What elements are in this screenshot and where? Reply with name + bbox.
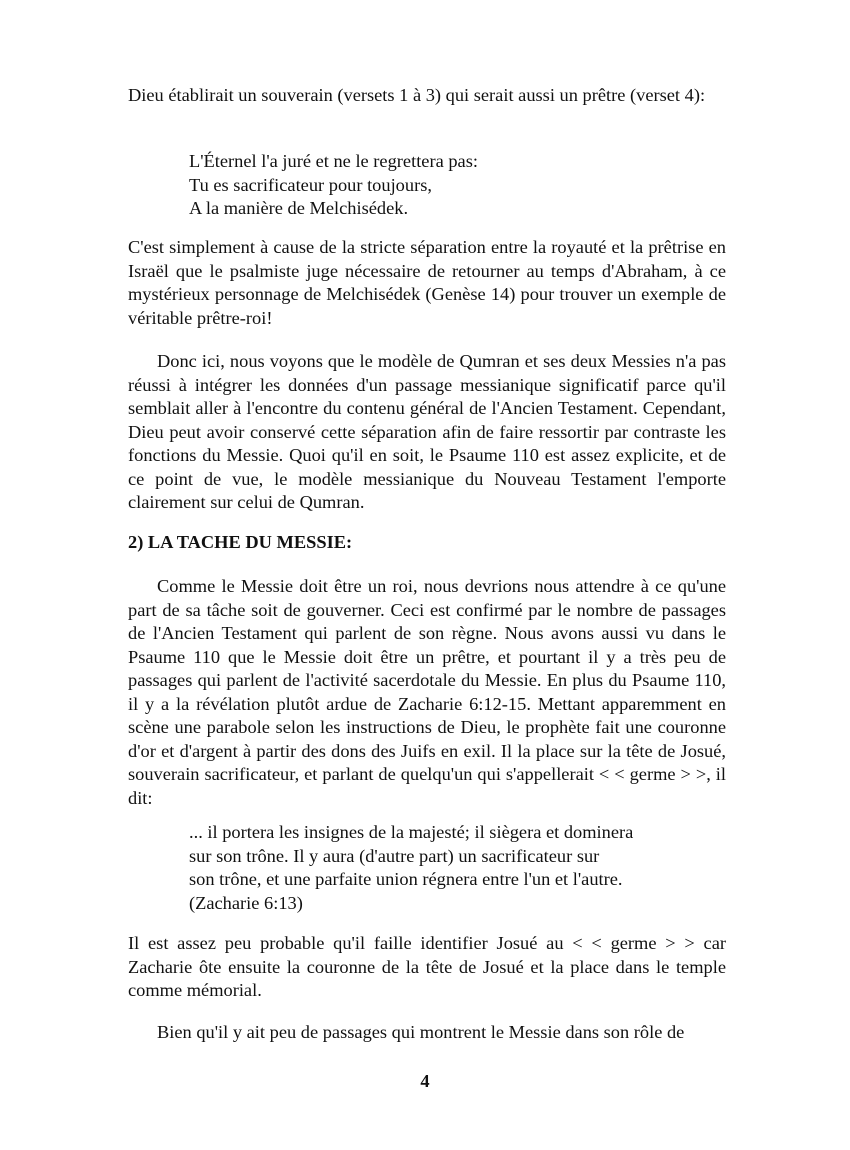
zacharie-quote bbox=[189, 821, 689, 915]
zacharie-quote-line: (Zacharie 6:13) bbox=[189, 892, 303, 913]
section-heading: 2) LA TACHE DU MESSIE: bbox=[128, 532, 353, 552]
paragraph-continuation: Bien qu'il y ait peu de passages qui montrent le Messie dans son rôle de bbox=[157, 1022, 685, 1042]
paragraph-melchisedek: C'est simplement à cause de la stricte séparation entre la royauté et la prêtrise en Israël que le psalmiste juge nécessaire de retourner au temps d'Abraham, à ce mystérieux personnage de Melchisédek (Genèse 14) pour trouver un exemple de véritable prêtre-roi! bbox=[128, 237, 726, 328]
zacharie-quote-line: ... il portera les insignes de la majesté; il siègera et dominera bbox=[189, 822, 634, 842]
paragraph-tache: Comme le Messie doit être un roi, nous devrions nous attendre à ce qu'une part de sa tâche soit de gouverner. Ceci est confirmé par le nombre de passages de l'Ancien Testament qui parlent de son règne. Nous avons aussi vu dans le Psaume 110 que le Messie doit être un prêtre, et pourtant il y a très peu de passages qui parlent de l'activité sacerdotale du Messie. En plus du Psaume 110, il y a la révélation plutôt ardue de Zacharie 6:12-15. Mettant apparemment en scène une parabole selon les instructions de Dieu, le prophète fait une couronne d'or et d'argent à partir des dons des Juifs en exil. Il la place sur la tête de Josué, souverain sacrificateur, et parlant de quelqu'un qui s'appellerait < < germe > >, il dit: bbox=[128, 576, 726, 808]
psalm-quote-line: L'Éternel l'a juré et ne le regrettera pas: bbox=[189, 151, 478, 171]
zacharie-quote-line: sur son trône. Il y aura (d'autre part) un sacrificateur sur bbox=[189, 845, 600, 866]
psalm-quote-line: Tu es sacrificateur pour toujours, bbox=[189, 174, 432, 195]
psalm-quote-line: A la manière de Melchisédek. bbox=[189, 198, 409, 218]
paragraph-intro: Dieu établirait un souverain (versets 1 à 3) qui serait aussi un prêtre (verset 4): bbox=[128, 85, 706, 105]
paragraph-josue: Il est assez peu probable qu'il faille identifier Josué au < < germe > > car Zacharie ôte ensuite la couronne de la tête de Josué et la place dans le temple comme mémorial. bbox=[128, 933, 726, 1000]
paragraph-qumran: Donc ici, nous voyons que le modèle de Qumran et ses deux Messies n'a pas réussi à intégrer les données d'un passage messianique significatif parce qu'il semblait aller à l'encontre du contenu général de l'Ancien Testament. Cependant, Dieu peut avoir conservé cette séparation afin de faire ressortir par contraste les fonctions du Messie. Quoi qu'il en soit, le Psaume 110 est assez explicite, et de ce point de vue, le modèle messianique du Nouveau Testament l'emporte clairement sur celui de Qumran. bbox=[128, 351, 726, 512]
page-number: 4 bbox=[420, 1071, 430, 1091]
psalm-quote bbox=[189, 150, 689, 221]
zacharie-quote-line: son trône, et une parfaite union régnera entre l'un et l'autre. bbox=[189, 869, 623, 889]
